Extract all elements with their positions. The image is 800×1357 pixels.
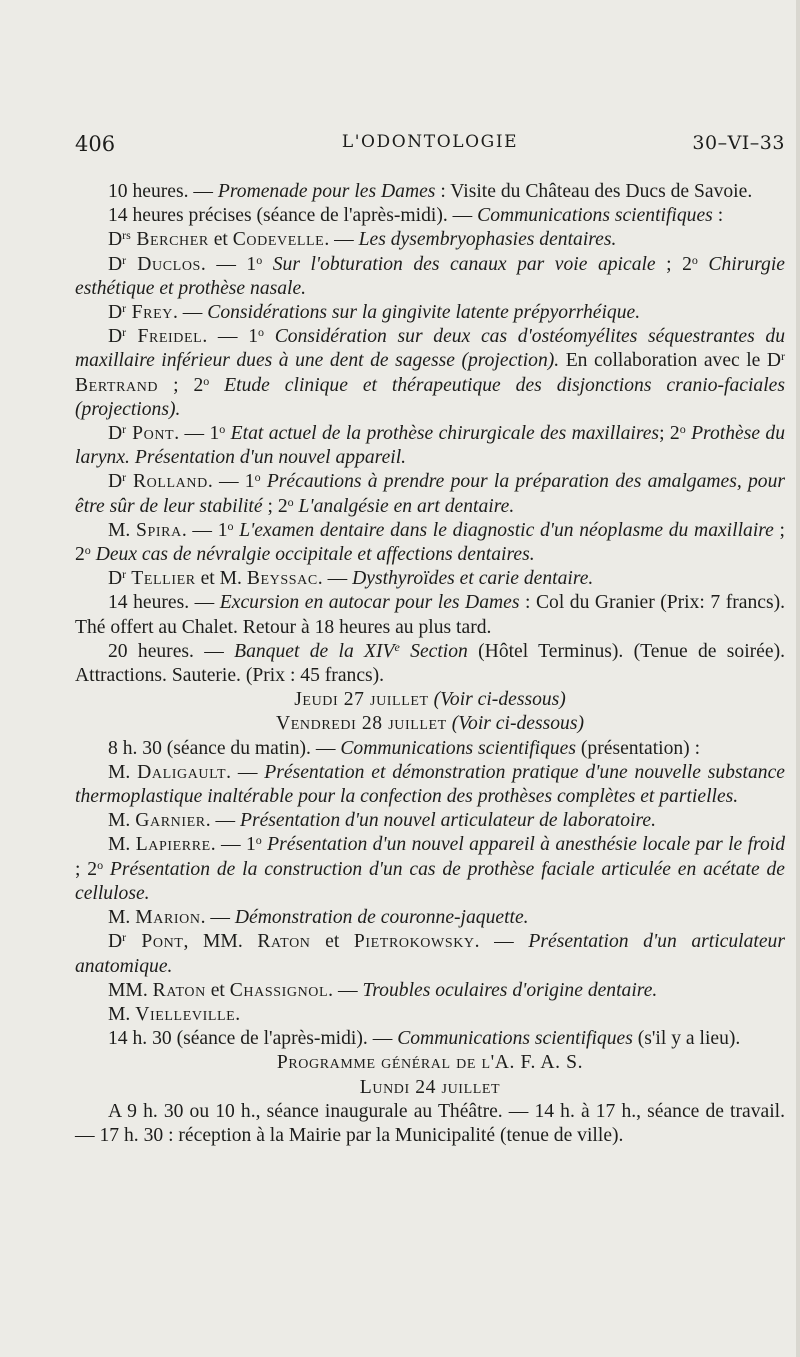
paragraph-morning-session: 8 h. 30 (séance du matin). — Communications scientifiques (présentation) : <box>108 737 701 759</box>
entry-marion: M. Marion. — Démonstration de couronne-jaquette. <box>108 907 529 929</box>
heading-vendredi: Vendredi 28 juillet (Voir ci-dessous) <box>276 713 584 735</box>
entry-daligault: M. Daligault. — Présentation et démonstration pratique d'une nouvelle substance thermoplastique inaltérable pour la confection des prothèses complètes et partielles. <box>75 761 785 808</box>
heading-lundi: Lundi 24 juillet <box>359 1076 501 1098</box>
entry-frey: $D^r$ Frey. — Considérations sur la gingivite latente prépyorrhéique. <box>108 301 641 324</box>
entry-freidel: $D^r$ Freidel. — 1$^o$ Considération sur deux cas d'ostéomyélites séquestrantes du maxillaire inférieur dues à une dent de sagesse (projection). En collaboration avec le $D^r$ Bertrand ; 2$^o$ Etude clinique et thérapeutique des disjonctions cranio-faciales (projections). <box>75 325 785 420</box>
running-header <box>75 132 785 160</box>
paragraph-lundi: A 9 h. 30 ou 10 h., séance inaugurale au Théâtre. — 14 h. à 17 h., séance de travail. — 17 h. 30 : réception à la Mairie par la Municipalité (tenue de ville). <box>75 1100 785 1146</box>
journal-title: L'ODONTOLOGIE <box>341 132 519 152</box>
heading-programme: Programme général de l'A. F. A. S. <box>276 1052 584 1074</box>
entry-pont-raton: $D^r$ Pont, MM. Raton et Pietrokowsky. — Présentation d'un articulateur anatomique. <box>75 930 785 977</box>
entry-vielleville: M. Vielleville. <box>108 1003 241 1025</box>
paragraph-afternoon-session-2: 14 h. 30 (séance de l'après-midi). — Communications scientifiques (s'il y a lieu). <box>108 1028 741 1050</box>
paragraph-promenade: 10 heures. — Promenade pour les Dames : Visite du Château des Ducs de Savoie. <box>108 181 753 202</box>
page-number: 406 <box>75 132 116 156</box>
entry-spira: M. Spira. — 1$^o$ L'examen dentaire dans le diagnostic d'un néoplasme du maxillaire ; 2$^o$ Deux cas de névralgie occipitale et affections dentaires. <box>75 518 785 566</box>
entry-lapierre: M. Lapierre. — 1$^o$ Présentation d'un nouvel appareil à anesthésie locale par le froid ; 2$^o$ Présentation de la construction d'un cas de prothèse faciale articulée en acétate de cellulose. <box>75 833 785 904</box>
body-text <box>75 180 785 1148</box>
page-edge <box>796 0 800 1357</box>
entry-rolland: $D^r$ Rolland. — 1$^o$ Précautions à prendre pour la préparation des amalgames, pour être sûr de leur stabilité ; 2$^o$ L'analgésie en art dentaire. <box>75 470 785 517</box>
entry-raton-chassignol: MM. Raton et Chassignol. — Troubles oculaires d'origine dentaire. <box>108 979 658 1001</box>
entry-bercher: $D^{rs}$ Bercher et Codevelle. — Les dysembryophasies dentaires. <box>108 228 617 251</box>
paragraph-banquet: 20 heures. — Banquet de la XIVe Section (Hôtel Terminus). (Tenue de soirée). Attractions. Sauterie. (Prix : 45 francs). <box>75 639 786 687</box>
entry-duclos: $D^r$ Duclos. — 1$^o$ Sur l'obturation des canaux par voie apicale ; 2$^o$ Chirurgie esthétique et prothèse nasale. <box>75 252 785 299</box>
issue-date: 30–VI–33 <box>692 132 785 154</box>
paragraph-excursion: 14 heures. — Excursion en autocar pour les Dames : Col du Granier (Prix: 7 francs). Thé offert au Chalet. Retour à 18 heures au plus tard. <box>75 592 785 638</box>
entry-garnier: M. Garnier. — Présentation d'un nouvel articulateur de laboratoire. <box>108 810 656 832</box>
paragraph-afternoon-session: 14 heures précises (séance de l'après-midi). — Communications scientifiques : <box>108 205 724 227</box>
entry-tellier: $D^r$ Tellier et M. Beyssac. — Dysthyroïdes et carie dentaire. <box>108 567 594 590</box>
entry-pont: $D^r$ Pont. — 1$^o$ Etat actuel de la prothèse chirurgicale des maxillaires; 2$^o$ Prothèse du larynx. Présentation d'un nouvel appareil. <box>75 422 785 469</box>
heading-jeudi: Jeudi 27 juillet (Voir ci-dessous) <box>294 689 566 711</box>
